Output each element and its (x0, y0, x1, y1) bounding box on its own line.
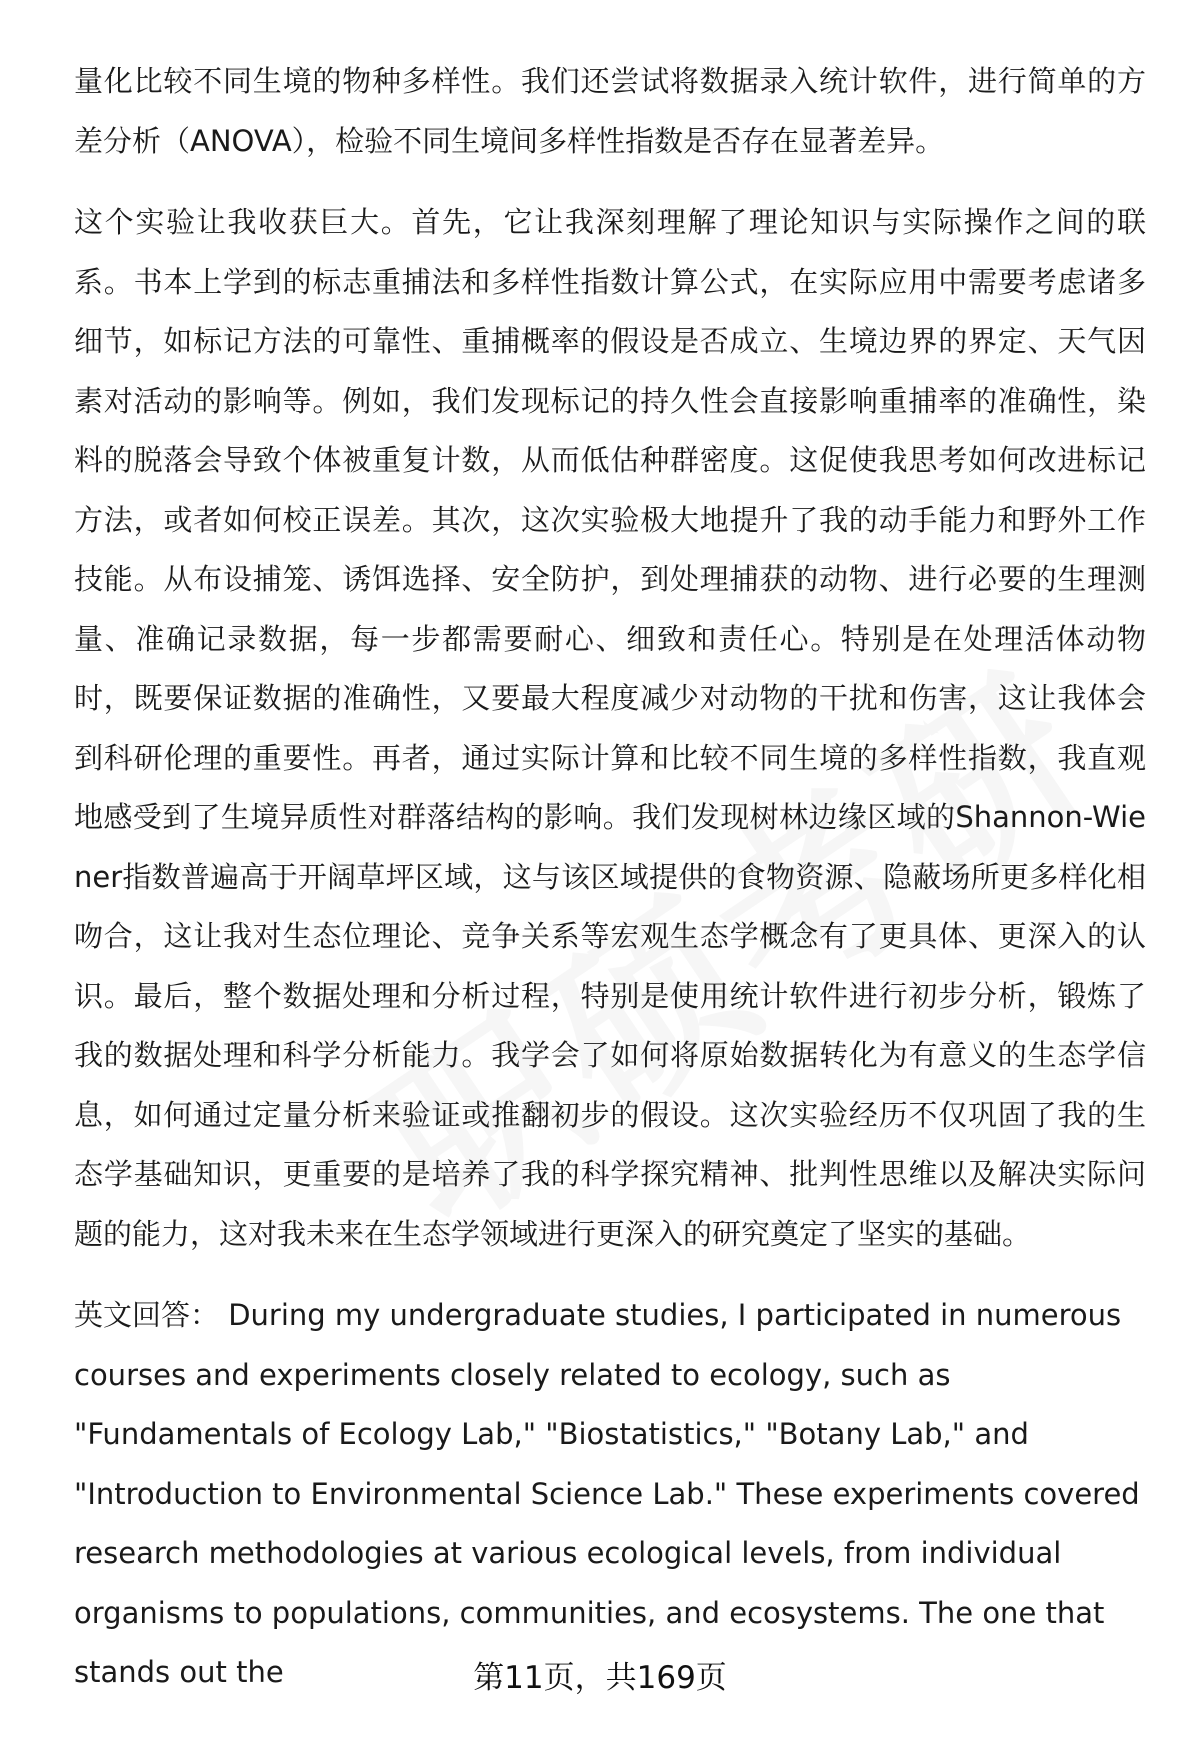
paragraph-english-answer: 英文回答： During my undergraduate studies, I participated in numerous courses and experiments closely related to ecology, such as "Fundamentals of Ecology Lab," "Biostatistics," "Botany Lab," and "Introduction to Environmental Science Lab." These experiments covered research methodologies at various ecological levels, from individual organisms to populations, communities, and ecosystems. The one that stands out the (74, 1298, 1140, 1689)
paragraph-experiment-reflection: 这个实验让我收获巨大。首先，它让我深刻理解了理论知识与实际操作之间的联系。书本上学到的标志重捕法和多样性指数计算公式，在实际应用中需要考虑诸多细节，如标记方法的可靠性、重捕概率的假设是否成立、生境边界的界定、天气因素对活动的影响等。例如，我们发现标记的持久性会直接影响重捕率的准确性，染料的脱落会导致个体被重复计数，从而低估种群密度。这促使我思考如何改进标记方法，或者如何校正误差。其次，这次实验极大地提升了我的动手能力和野外工作技能。从布设捕笼、诱饵选择、安全防护，到处理捕获的动物、进行必要的生理测量、准确记录数据，每一步都需要耐心、细致和责任心。特别是在处理活体动物时，既要保证数据的准确性，又要最大程度减少对动物的干扰和伤害，这让我体会到科研伦理的重要性。再者，通过实际计算和比较不同生境的多样性指数，我直观地感受到了生境异质性对群落结构的影响。我们发现树林边缘区域的Shannon-Wiener指数普遍高于开阔草坪区域，这与该区域提供的食物资源、隐蔽场所更多样化相吻合，这让我对生态位理论、竞争关系等宏观生态学概念有了更具体、更深入的认识。最后，整个数据处理和分析过程，特别是使用统计软件进行初步分析，锻炼了我的数据处理和科学分析能力。我学会了如何将原始数据转化为有意义的生态学信息，如何通过定量分析来验证或推翻初步的假设。这次实验经历不仅巩固了我的生态学基础知识，更重要的是培养了我的科学探究精神、批判性思维以及解决实际问题的能力，这对我未来在生态学领域进行更深入的研究奠定了坚实的基础。 (74, 205, 1146, 1251)
page-number-footer: 第11页，共169页 (473, 1660, 727, 1696)
paragraph-intro-continuation: 量化比较不同生境的物种多样性。我们还尝试将数据录入统计软件，进行简单的方差分析（ANOVA），检验不同生境间多样性指数是否存在显著差异。 (74, 64, 1146, 158)
document-body (74, 52, 1146, 1703)
